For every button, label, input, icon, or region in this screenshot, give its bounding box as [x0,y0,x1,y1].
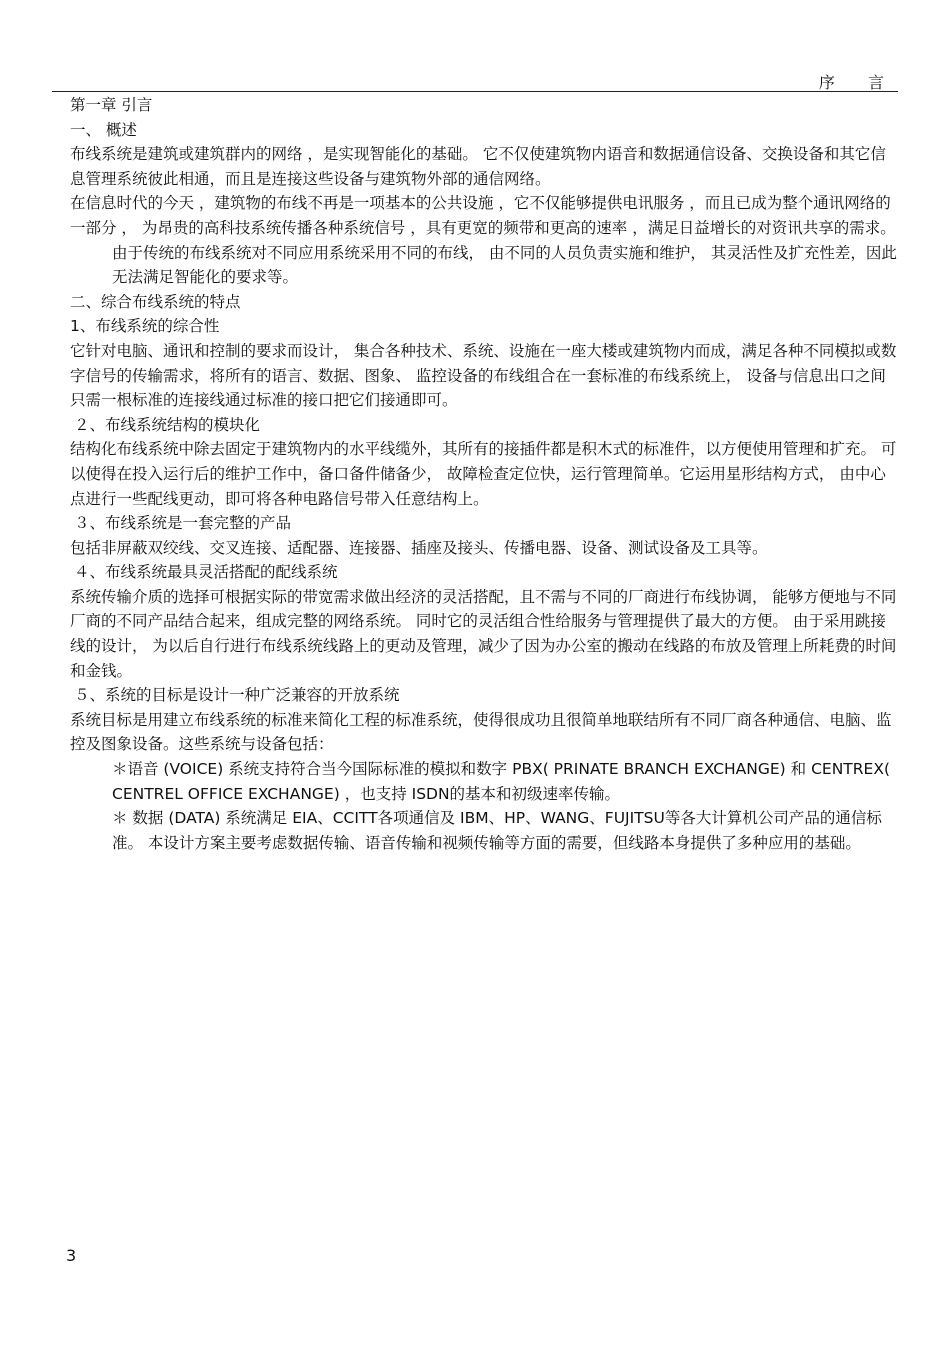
feature-4-text: 系统传输介质的选择可根据实际的带宽需求做出经济的灵活搭配，且不需与不同的厂商进行布线协调， 能够方便地与不同厂商的不同产品结合起来，组成完整的网络系统。 同时它的灵活组合性给服务与管理提供了最大的方便。 由于采用跳接线的设计， 为以后自行进行布线系统线路上的更动及管理，减少了因为办公室的搬动在线路的布放及管理上所耗费的时间和金钱。 [70,587,897,680]
feature-3-heading: ３、布线系统是一套完整的产品 [74,514,292,533]
feature-3-text: 包括非屏蔽双绞线、交叉连接、适配器、连接器、插座及接头、传播电器、设备、测试设备及工具等。 [70,538,768,557]
feature-5-text: 系统目标是用建立布线系统的标准来简化工程的标准系统，使得很成功且很简单地联结所有不同厂商各种通信、电脑、监控及图象设备。这些系统与设备包括： [70,710,892,754]
overview-paragraph-3: 由于传统的布线系统对不同应用系统采用不同的布线， 由不同的人员负责实施和维护， 其灵活性及扩充性差，因此无法满足智能化的要求等。 [112,243,897,287]
feature-2-text: 结构化布线系统中除去固定于建筑物内的水平线缆外，其所有的接插件都是积木式的标准件，以方便使用管理和扩充。 可以使得在投入运行后的维护工作中，备口备件储备少， 故障检查定位快，运行管理简单。它运用星形结构方式， 由中心点进行一些配线更动，即可将各种电路信号带入任意结构上。 [70,440,897,508]
data-item-text: ＊ 数据 (DATA) 系统满足 EIA、CCITT各项通信及 IBM、HP、WANG、FUJITSU等各大计算机公司产品的通信标准。 本设计方案主要考虑数据传输、语音传输和视频传输等方面的需要，但线路本身提供了多种应用的基础。 [112,809,882,852]
feature-4-heading: ４、布线系统最具灵活搭配的配线系统 [74,563,338,582]
voice-item-text: ＊语音 (VOICE) 系统支持符合当今国际标准的模拟和数字 PBX( PRINATE BRANCH EXCHANGE) 和 CENTREX( CENTREL OFFICE EXCHANGE) ，也支持 ISDN的基本和初级速率传输。 [112,760,890,803]
overview-paragraph-1: 布线系统是建筑或建筑群内的网络 ，是实现智能化的基础。 它不仅使建筑物内语音和数据通信设备、交换设备和其它信息管理系统彼此相通，而且是连接这些设备与建筑物外部的通信网络。 [70,145,886,188]
header-rule [52,91,898,92]
chapter-title: 第一章 引言 [70,96,153,114]
feature-1-text: 它针对电脑、通讯和控制的要求而设计， 集合各种技术、系统、设施在一座大楼或建筑物内而成，满足各种不同模拟或数字信号的传输需求，将所有的语言、数据、图象、 监控设备的布线组合在一套标准的布线系统上， 设备与信息出口之间只需一根标准的连接线通过标准的接口把它们接通即可。 [70,341,897,410]
feature-5-heading: ５、系统的目标是设计一种广泛兼容的开放系统 [74,686,400,705]
overview-paragraph-2: 在信息时代的今天 ，建筑物的布线不再是一项基本的公共设施 ，它不仅能够提供电讯服务 ，而且已成为整个通讯网络的一部分 ， 为昂贵的高科技系统传播各种系统信号 ，具有更宽的频带和更高的速率 ，满足日益增长的对资讯共享的需求。 [70,194,896,237]
section-heading-features: 二、综合布线系统的特点 [70,292,241,311]
document-body [52,93,898,855]
section-heading-overview: 一、 概述 [70,120,137,139]
page-header-title: 序 言 [818,73,898,92]
feature-1-heading: 1、布线系统的综合性 [70,317,220,336]
feature-2-heading: ２、布线系统结构的模块化 [74,415,261,434]
page-number: 3 [66,1246,77,1265]
